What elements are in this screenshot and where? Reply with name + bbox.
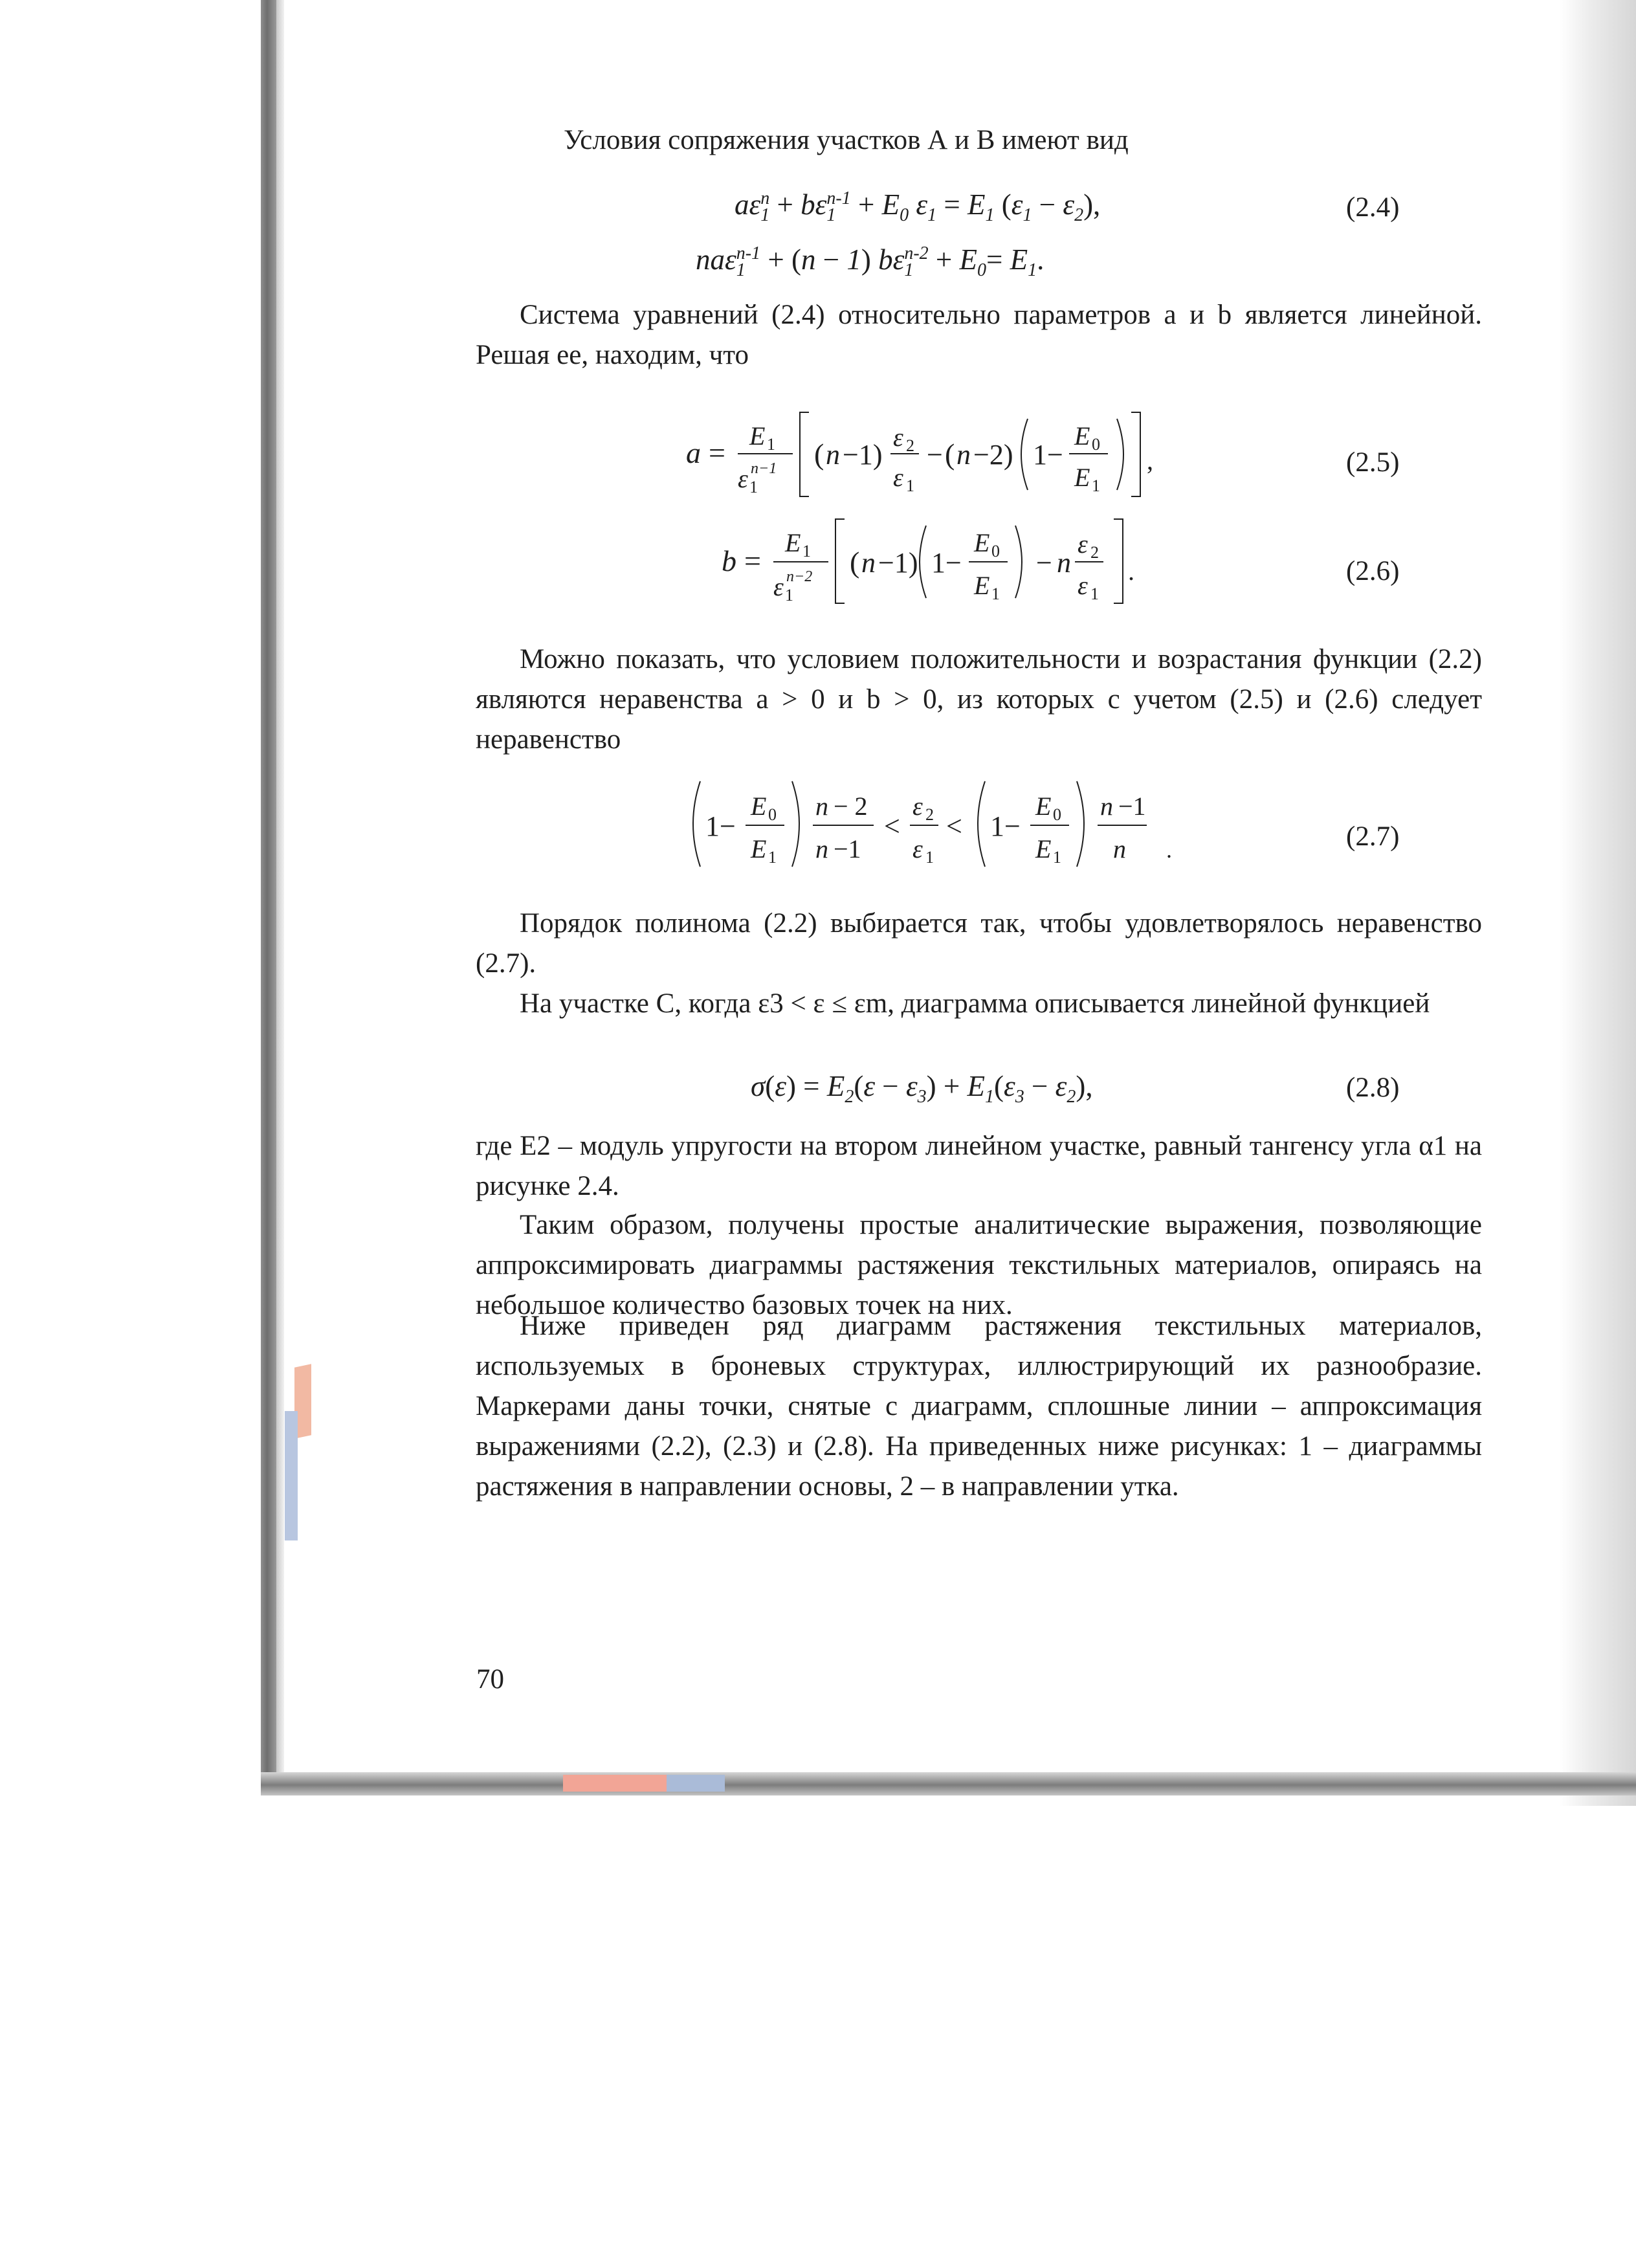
svg-text:1: 1 [749,478,758,496]
show-paragraph: Можно показать, что условием положительности и возрастания функции (2.2) являются неравенства a > 0 и b > 0, из которых с учетом (2.5) и (2.6) следует неравенство [476,644,1482,755]
svg-text:−2): −2) [973,439,1013,471]
svg-text:=: = [744,544,761,577]
svg-text:<: < [884,810,900,842]
svg-text:<: < [946,810,962,842]
system-paragraph: Система уравнений (2.4) относительно параметров a и b является линейной. Решая ее, находим, что [476,300,1482,370]
svg-text:ε: ε [893,423,903,452]
svg-text:,: , [1147,446,1153,475]
equation-2-7 [686,773,1204,877]
svg-text:E: E [785,528,801,557]
svg-text:ε: ε [912,834,923,863]
svg-text:2: 2 [925,805,934,824]
svg-text:a: a [686,436,701,469]
equation-number-2-4: (2.4) [1346,192,1400,223]
intro-paragraph: Условия сопряжения участков А и В имеют вид [564,125,1129,155]
svg-text:n: n [1057,547,1071,579]
equation-number-2-7: (2.7) [1346,821,1400,852]
svg-text:(: ( [850,546,860,579]
svg-text:1: 1 [802,542,811,561]
svg-text:ε: ε [1078,571,1088,600]
svg-text:2: 2 [906,436,914,455]
svg-text:E: E [974,528,990,557]
below-paragraph: Ниже приведен ряд диаграмм растяжения текстильных материалов, используемых в броневых структурах, иллюстрирующий их разнообразие. Маркерами даны точки, снятые с диаграмм, сплошные линии – аппроксимация выражениями (2.2), (2.3) и (2.8). На приведенных ниже рисунках: 1 – диаграммы растяжения в направлении основы, 2 – в направлении утка. [476,1311,1482,1502]
svg-text:b: b [722,544,736,577]
svg-text:ε: ε [912,792,923,821]
svg-text:=: = [709,436,725,469]
svg-text:.: . [1166,837,1172,863]
svg-text:n: n [1100,792,1113,821]
svg-text:E: E [1074,421,1090,450]
equation-2-4-line1: $a\varepsilon_1^n + b\varepsilon_1^{n-1} + E_0$ $\varepsilon_1 = E_1$ $(\varepsilon_1 - \varepsilon_2)$, [735,188,1101,225]
svg-text:− 2: − 2 [834,792,868,821]
svg-text:n: n [826,439,840,471]
svg-text:(: ( [945,438,955,471]
equation-number-2-6: (2.6) [1346,556,1400,586]
svg-text:1: 1 [767,435,775,454]
equation-number-2-8: (2.8) [1346,1073,1400,1103]
svg-text:E: E [751,834,767,863]
svg-text:E: E [751,792,767,821]
svg-text:E: E [749,421,766,450]
svg-text:0: 0 [991,542,1000,561]
svg-text:.: . [1128,557,1134,586]
svg-text:n: n [956,439,971,471]
equation-2-8: $\sigma(\varepsilon) = E_2(\varepsilon - \varepsilon_3) + E_1(\varepsilon_3 - \varepsilon_2)$, [751,1070,1093,1107]
svg-text:(: ( [814,438,824,471]
svg-text:E: E [974,571,990,600]
svg-text:1−: 1− [705,810,736,842]
order-paragraph: Порядок полинома (2.2) выбирается так, чтобы удовлетворялось неравенство (2.7). [476,908,1482,979]
svg-text:1: 1 [1092,476,1100,495]
svg-text:1: 1 [1090,584,1099,603]
thus-paragraph: Таким образом, получены простые аналитические выражения, позволяющие аппроксимировать диаграммы растяжения текстильных материалов, опираясь на небольшое количество базовых точек на них. [476,1210,1482,1320]
equation-2-5 [673,405,1255,502]
section-c-paragraph: На участке С, когда ε3 < ε ≤ εm, диаграмма описывается линейной функцией [520,988,1430,1019]
svg-text:n−2: n−2 [786,568,813,585]
svg-text:n: n [815,834,828,863]
svg-text:n: n [861,547,876,579]
svg-text:E: E [1035,834,1052,863]
svg-text:−1: −1 [1118,792,1146,821]
svg-text:ε: ε [893,463,903,492]
svg-text:0: 0 [1053,805,1061,824]
svg-text:ε: ε [773,572,784,601]
svg-text:1: 1 [991,584,1000,603]
svg-text:n−1: n−1 [751,460,777,477]
svg-text:ε: ε [738,464,748,493]
svg-text:n: n [1113,834,1126,863]
svg-text:1: 1 [785,586,793,605]
svg-text:−1): −1) [878,547,918,579]
equation-number-2-5: (2.5) [1346,447,1400,478]
svg-text:−1: −1 [834,834,861,863]
svg-text:1: 1 [906,476,914,495]
svg-text:ε: ε [1078,529,1088,559]
where-paragraph: где E2 – модуль упругости на втором линейном участке, равный тангенсу угла α1 на рисунке 2.4. [476,1131,1482,1201]
svg-text:−: − [927,439,943,471]
page-number: 70 [476,1664,504,1695]
equation-2-6 [709,511,1239,608]
svg-text:−: − [1036,547,1052,579]
svg-text:E: E [1074,463,1090,492]
svg-text:E: E [1035,792,1052,821]
equation-2-4-line2: naε$_1^{n-1}$ + (n − 1) $b\varepsilon_1^{n-2} + E_0= E_1$. [696,243,1045,280]
svg-text:1: 1 [925,848,934,867]
svg-text:−1): −1) [843,439,883,471]
svg-text:0: 0 [1092,435,1100,454]
svg-text:2: 2 [1090,543,1099,562]
svg-text:1−: 1− [931,547,962,579]
svg-text:1−: 1− [990,810,1021,842]
svg-text:1: 1 [1053,848,1061,867]
svg-text:n: n [815,792,828,821]
svg-text:1: 1 [768,848,777,867]
svg-text:0: 0 [768,805,777,824]
svg-text:1−: 1− [1033,439,1063,471]
